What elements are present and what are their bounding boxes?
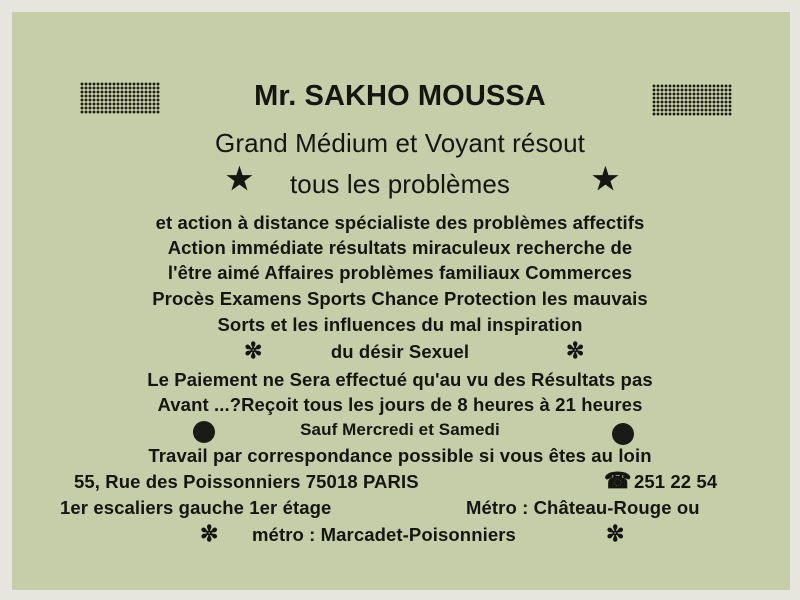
- phone-icon: ☎: [604, 468, 632, 493]
- text-line: l'être aimé Affaires problèmes familiaux Commerces: [167, 262, 633, 283]
- text-line: Avant ...?Reçoit tous les jours de 8 heures à 21 heures: [157, 394, 643, 415]
- star-icon: ★: [592, 163, 619, 196]
- bullet-dot: [612, 423, 634, 445]
- text-line: Travail par correspondance possible si vous êtes au loin: [148, 445, 652, 466]
- asterisk-icon: ✼: [200, 521, 219, 546]
- floor-info: 1er escaliers gauche 1er étage: [60, 497, 332, 518]
- text-line: et action à distance spécialiste des problèmes affectifs: [155, 212, 645, 233]
- text-line: du désir Sexuel: [330, 341, 470, 362]
- asterisk-icon: ✼: [606, 521, 625, 546]
- subtitle-2: tous les problèmes: [289, 169, 511, 199]
- asterisk-icon: ✼: [244, 338, 263, 363]
- text-line: Sauf Mercredi et Samedi: [300, 420, 500, 439]
- asterisk-icon: ✼: [566, 338, 585, 363]
- star-icon: ★: [226, 163, 253, 196]
- text-line: Sorts et les influences du mal inspiration: [217, 314, 583, 335]
- name-heading: Mr. SAKHO MOUSSA: [254, 80, 546, 112]
- address: 55, Rue des Poissonniers 75018 PARIS: [74, 471, 419, 492]
- text-line: Action immédiate résultats miraculeux recherche de: [167, 237, 633, 258]
- phone-number: 251 22 54: [634, 471, 718, 492]
- text-line: Procès Examens Sports Chance Protection les mauvais: [152, 288, 648, 309]
- text-line: Le Paiement ne Sera effectué qu'au vu des Résultats pas: [147, 369, 653, 390]
- metro-2: métro : Marcadet-Poisonniers: [252, 524, 516, 545]
- subtitle: Grand Médium et Voyant résout: [215, 128, 585, 158]
- metro-1: Métro : Château-Rouge ou: [466, 497, 700, 518]
